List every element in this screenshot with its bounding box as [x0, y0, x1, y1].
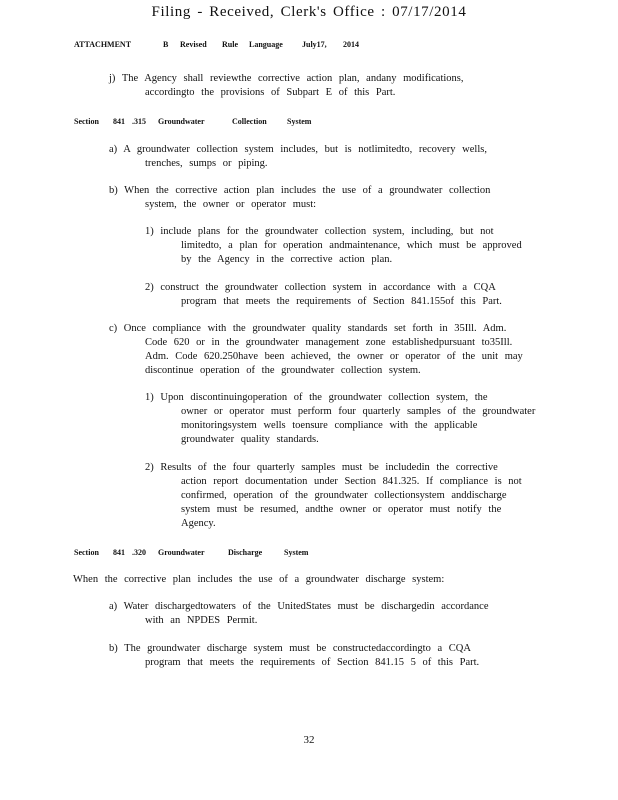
s315-b2-line-1: 2) construct the groundwater collection system in accordance with a CQA [145, 282, 496, 293]
s315-c1-line-3: monitoringsystem wells toensure compliance with the applicable [181, 420, 478, 431]
s315-c-line-3: Adm. Code 620.250have been achieved, the owner or operator of the unit may [145, 351, 523, 362]
s320-a-line-2: with an NPDES Permit. [145, 615, 258, 626]
section-320-label: Section [74, 548, 99, 557]
attachment-word-language: Language [249, 40, 283, 49]
section-315-label: Section [74, 117, 99, 126]
s315-b1-line-2: limitedto, a plan for operation andmaintenance, which must be approved [181, 240, 522, 251]
s315-c1-line-2: owner or operator must perform four quarterly samples of the groundwater [181, 406, 536, 417]
s320-b-line-2: program that meets the requirements of Section 841.15 5 of this Part. [145, 657, 480, 668]
s315-c2-line-1: 2) Results of the four quarterly samples must be includedin the corrective [145, 462, 498, 473]
attachment-letter: B [163, 40, 169, 49]
s315-c-line-2: Code 620 or in the groundwater management zone establishedpursuant to35Ill. [145, 337, 513, 348]
section-315-sub: .315 [132, 117, 146, 126]
s315-c1-line-1: 1) Upon discontinuingoperation of the groundwater collection system, the [145, 392, 488, 403]
s315-b-line-1: b) When the corrective action plan includes the use of a groundwater collection [109, 185, 491, 196]
s315-c-line-4: discontinue operation of the groundwater collection system. [145, 365, 421, 376]
attachment-label: ATTACHMENT [74, 40, 132, 49]
s315-b1-line-1: 1) include plans for the groundwater collection system, including, but not [145, 226, 494, 237]
s315-a-line-1: a) A groundwater collection system includes, but is notlimitedto, recovery wells, [109, 144, 487, 155]
section-315-number: 841 [113, 117, 125, 126]
s315-c1-line-4: groundwater quality standards. [181, 434, 319, 445]
s315-c2-line-3: confirmed, operation of the groundwater collectionsystem anddischarge [181, 490, 507, 501]
section-315-word-groundwater: Groundwater [158, 117, 205, 126]
s315-a-line-2: trenches, sumps or piping. [145, 158, 268, 169]
s315-b-line-2: system, the owner or operator must: [145, 199, 317, 210]
section-320-word-system: System [284, 548, 309, 557]
s320-b-line-1: b) The groundwater discharge system must be constructedaccordingto a CQA [109, 643, 471, 654]
attachment-year: 2014 [343, 40, 359, 49]
attachment-word-rule: Rule [222, 40, 238, 49]
s315-c2-line-2: action report documentation under Section 841.325. If compliance is not [181, 476, 522, 487]
section-320-word-groundwater: Groundwater [158, 548, 205, 557]
s320-intro: When the corrective plan includes the use of a groundwater discharge system: [73, 574, 445, 585]
s315-c-line-1: c) Once compliance with the groundwater quality standards set forth in 35Ill. Adm. [109, 323, 507, 334]
paragraph-j-line-2: accordingto the provisions of Subpart E of this Part. [145, 87, 396, 98]
s315-c2-line-4: system must be resumed, andthe owner or operator must notify the [181, 504, 502, 515]
section-320-number: 841 [113, 548, 125, 557]
section-315-word-collection: Collection [232, 117, 267, 126]
section-315-word-system: System [287, 117, 312, 126]
section-320-word-discharge: Discharge [228, 548, 263, 557]
filing-stamp: Filing - Received, Clerk's Office : 07/17/2014 [151, 4, 467, 20]
attachment-date: July17, [302, 40, 327, 49]
s315-c2-line-5: Agency. [181, 518, 216, 529]
attachment-word-revised: Revised [180, 40, 207, 49]
section-320-sub: .320 [132, 548, 146, 557]
s315-b2-line-2: program that meets the requirements of Section 841.155of this Part. [181, 296, 502, 307]
paragraph-j-line-1: j) The Agency shall reviewthe corrective action plan, andany modifications, [109, 73, 464, 84]
s315-b1-line-3: by the Agency in the corrective action plan. [181, 254, 393, 265]
page-number: 32 [303, 734, 315, 746]
s320-a-line-1: a) Water dischargedtowaters of the UnitedStates must be dischargedin accordance [109, 601, 489, 612]
